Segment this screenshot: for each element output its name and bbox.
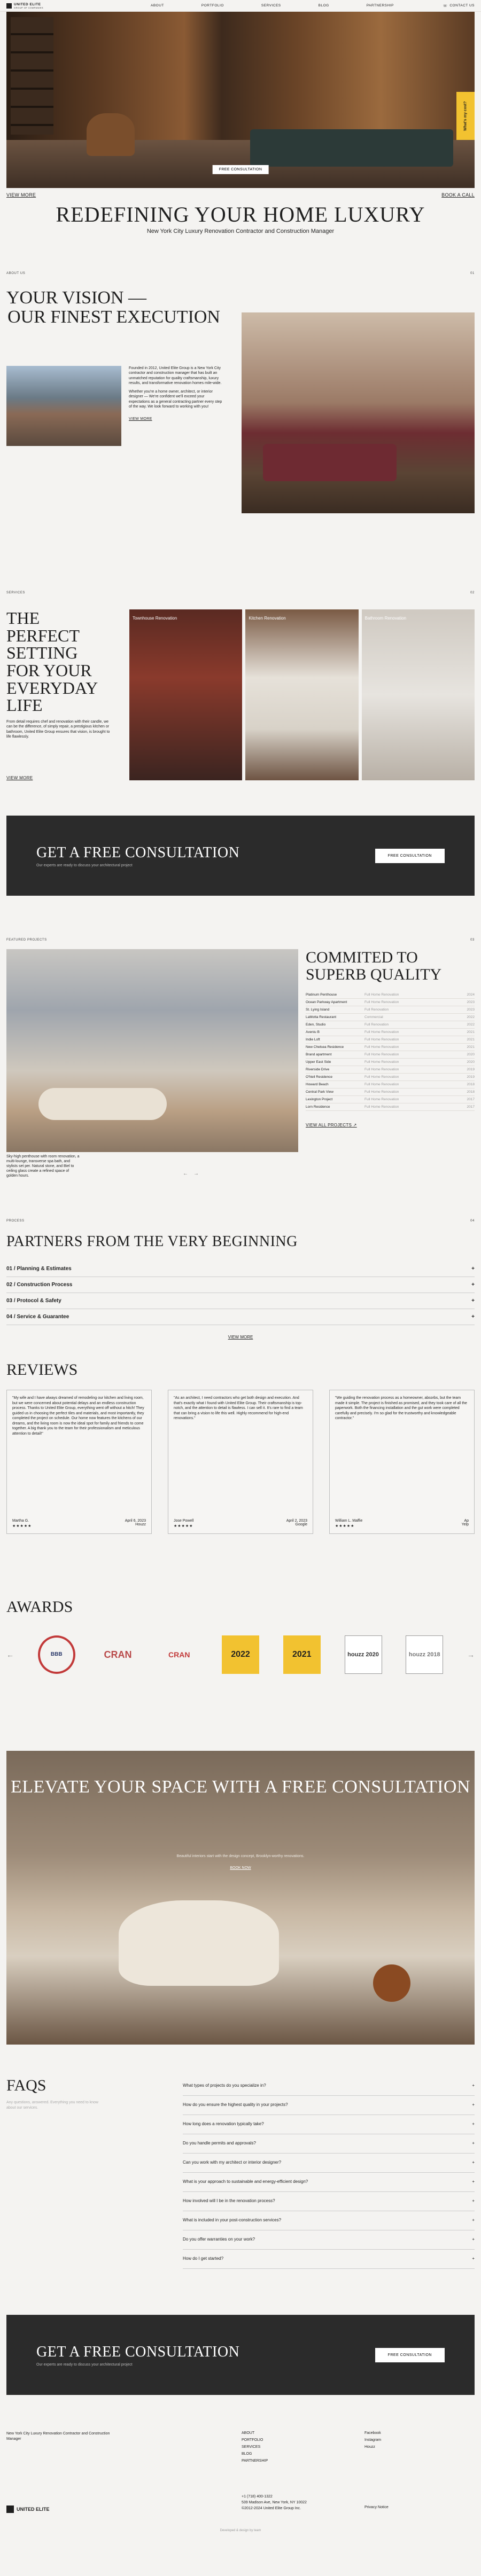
about-paragraph-2: Whether you're a home owner, architect, or interior designer — We're confident we'll exceed your expectations as a general contracting partner every step of the way. We look forward to working with you! <box>129 389 222 409</box>
award-bbb-badge: BBB <box>38 1635 75 1674</box>
review-text: "My wife and I have always dreamed of remodeling our kitchen and living room, but we were concerned about potential delays and an endless construction process. Thanks to United Elite Group, everything went off without a hitch! They guided us in choosing the perfect tiles and materials, and most importantly, they completed the project on schedule. Our home now features the kitchens of our dreams, and the living room is now the ideal spot for family and friends to come together. A big thank you to the team for their professionalism and meticulous attention to detail!" <box>12 1396 144 1436</box>
footer-link-portfolio[interactable]: PORTFOLIO <box>242 2438 263 2442</box>
plus-icon: + <box>472 2121 475 2127</box>
about-section-tag <box>0 272 481 275</box>
contact-label: CONTACT US <box>449 4 475 7</box>
project-name: Upper East Side <box>306 1060 331 1064</box>
elevate-vase <box>373 1964 410 2002</box>
service-card-kitchen[interactable] <box>245 609 358 780</box>
accordion-item[interactable] <box>6 1277 475 1293</box>
service-caption: Bathroom Renovation <box>364 616 407 621</box>
award-cran-badge: CRAN <box>168 1650 190 1659</box>
accordion-item[interactable] <box>6 1261 475 1277</box>
footer-link-houzz[interactable]: Houzz <box>364 2445 375 2449</box>
faq-subtitle: Any questions, answered. Everything you need to know about our services. <box>6 2101 98 2110</box>
project-row[interactable] <box>306 991 475 999</box>
services-text: From detail requires chef and renovation with their candle, we can be the difference, of simply repair, a prestigious kitchen or bathroom, United Elite Group ensures that vision, is brought to life flawlessly. <box>6 719 110 739</box>
faq-section <box>0 2077 481 2269</box>
project-type: Full Home Renovation <box>364 1053 399 1056</box>
project-row[interactable] <box>306 1044 475 1051</box>
review-text: "We guiding the renovation process as a homeowner, absorbs, but the team made it simple. The project is finished as promised, and they took care of all the paperwork. Both the financing installation and the gut work were completed carefully and precisely. I'm so glad for the trustworthy and knowledgeable contractor." <box>335 1396 467 1421</box>
project-name: Lorn Residence <box>306 1105 330 1109</box>
footer-address: 539 Madison Ave, New York, NY 10022 <box>242 2501 307 2505</box>
reviewer-name: Martha G. <box>12 1519 29 1523</box>
services-view-more-link[interactable]: VIEW MORE <box>6 776 33 780</box>
award-2022-badge: 2022 <box>222 1635 259 1674</box>
project-caption: Sky-high penthouse with room renovation, a multi-lounge, transverse spa bath, and stylists set per. Natural stone, and Biel to ceiling glass create a refined space of golden hours. <box>6 1155 80 1178</box>
hero-image <box>6 12 475 188</box>
project-row[interactable] <box>306 1051 475 1059</box>
faq-question: How long does a renovation typically take? <box>183 2121 264 2127</box>
review-source: Houzz <box>135 1523 146 1527</box>
project-name: LaMotta Restaurant <box>306 1015 337 1019</box>
review-date: Ap <box>464 1519 469 1523</box>
review-card <box>329 1390 475 1534</box>
consultation-banner-bottom <box>6 2315 475 2395</box>
project-row[interactable] <box>306 1014 475 1021</box>
view-all-projects-link[interactable]: VIEW ALL PROJECTS ↗ <box>306 1123 357 1128</box>
project-name: O'Neil Residence <box>306 1075 333 1079</box>
faq-question: What is included in your post-construction services? <box>183 2218 282 2223</box>
review-source: Google <box>295 1523 307 1527</box>
plus-icon: + <box>472 2237 475 2242</box>
phone-icon: ☏ <box>443 4 448 8</box>
cost-badge[interactable]: What's my cost? <box>456 92 475 140</box>
faq-item[interactable] <box>183 2192 475 2211</box>
vision-title-1: YOUR VISION — <box>6 288 146 308</box>
project-year: 2017 <box>467 1098 475 1101</box>
elevate-book-link[interactable]: BOOK NOW <box>230 1866 251 1870</box>
project-row[interactable] <box>306 1096 475 1103</box>
plus-icon: + <box>472 2141 475 2146</box>
project-name: Brand apartment <box>306 1053 332 1056</box>
project-type: Full Home Renovation <box>364 1038 399 1042</box>
projects-tag-label: FEATURED PROJECTS <box>6 938 47 942</box>
footer-phone[interactable]: +1 (718) 400-1322 <box>242 2495 273 2499</box>
project-row[interactable] <box>306 1074 475 1081</box>
project-type: Full Home Renovation <box>364 1090 399 1094</box>
project-year: 2022 <box>467 1015 475 1019</box>
project-type: Full Home Renovation <box>364 1105 399 1109</box>
awards-next-arrow-icon[interactable]: → <box>467 1650 475 1659</box>
reviewer-name: Jose Powell <box>174 1519 194 1523</box>
faq-title: FAQS <box>6 2077 46 2095</box>
rating-stars-icon: ★★★★★ <box>174 1524 193 1529</box>
brand-name: UNITED ELITE <box>14 2 41 6</box>
project-row[interactable] <box>306 1103 475 1111</box>
project-year: 2023 <box>467 1008 475 1012</box>
cta-consultation-button[interactable]: FREE CONSULTATION <box>375 2348 445 2362</box>
book-call-link[interactable]: BOOK A CALL <box>441 192 475 198</box>
service-caption: Townhouse Renovation <box>133 616 177 621</box>
services-tag-label: SERVICES <box>6 591 26 594</box>
review-source: Yelp <box>461 1523 469 1527</box>
awards-prev-arrow-icon[interactable]: ← <box>6 1650 14 1659</box>
project-year: 2020 <box>467 1053 475 1056</box>
accordion-label: 04 / Service & Guarantee <box>6 1314 69 1320</box>
project-name: Ocean Parkway Apartment <box>306 1000 347 1004</box>
project-year: 2018 <box>467 1090 475 1094</box>
elevate-banner <box>6 1751 475 2045</box>
award-houzz-2018-badge: houzz 2018 <box>406 1635 443 1674</box>
nav-link-blog[interactable]: BLOG <box>318 4 329 7</box>
faq-item[interactable] <box>183 2134 475 2154</box>
elevate-chair <box>119 1900 279 1986</box>
footer-links <box>242 2431 364 2463</box>
project-type: Full Home Renovation <box>364 1060 399 1064</box>
projects-tag-num: 03 <box>470 938 475 942</box>
service-card-townhouse[interactable] <box>129 609 242 780</box>
footer-link-partnership[interactable]: PARTNERSHIP <box>242 2459 268 2463</box>
project-row[interactable] <box>306 1029 475 1036</box>
faq-question: What is your approach to sustainable and energy-efficient design? <box>183 2179 308 2184</box>
project-name: Central Park View <box>306 1090 333 1094</box>
vision-title-2: OUR FINEST EXECUTION <box>7 307 220 327</box>
nav-link-services[interactable]: SERVICES <box>261 4 281 7</box>
faq-question: What types of projects do you specialize in? <box>183 2083 266 2088</box>
review-text: "As an architect, I need contractors who get both design and execution. And that's exactly what I found with United Elite Group. Their craftsmanship is top-notch, and the attention to detail is flawless. I can sell it. It's rare to find a team that can bring a vision to life this well. Highly recommend for high-end renovations." <box>174 1396 303 1421</box>
footer-link-facebook[interactable]: Facebook <box>364 2431 381 2436</box>
hero-chair <box>87 113 135 156</box>
project-year: 2024 <box>467 993 475 997</box>
featured-project-image[interactable] <box>6 949 298 1152</box>
project-type: Full Home Renovation <box>364 1000 399 1004</box>
logo-mark-icon <box>6 2505 14 2513</box>
faq-item[interactable] <box>183 2250 475 2269</box>
award-houzz-2020-badge: houzz 2020 <box>345 1635 382 1674</box>
faq-question: Do you handle permits and approvals? <box>183 2141 256 2146</box>
footer <box>0 2431 481 2463</box>
faq-item[interactable] <box>183 2211 475 2230</box>
nav-link-partnership[interactable]: PARTNERSHIP <box>366 4 394 7</box>
nav-link-portfolio[interactable]: PORTFOLIO <box>201 4 224 7</box>
contact-us-link[interactable] <box>443 4 475 8</box>
project-name: Platinum Penthouse <box>306 993 337 997</box>
reviews-list <box>0 1390 481 1534</box>
footer-brand: UNITED ELITE <box>17 2507 50 2512</box>
project-type: Full Home Renovation <box>364 1045 399 1049</box>
reviewer-name: William L. Maffie <box>335 1519 363 1523</box>
project-type: Full Renovation <box>364 1023 389 1027</box>
project-row[interactable] <box>306 999 475 1006</box>
project-type: Full Home Renovation <box>364 1075 399 1079</box>
consultation-banner <box>6 816 475 896</box>
project-type: Full Home Renovation <box>364 993 399 997</box>
awards-title: AWARDS <box>6 1598 73 1616</box>
project-name: Indie Loft <box>306 1038 320 1042</box>
about-tag-label: ABOUT US <box>6 272 26 275</box>
award-2021-badge: 2021 <box>283 1635 321 1674</box>
project-year: 2023 <box>467 1000 475 1004</box>
faq-item[interactable] <box>183 2115 475 2134</box>
process-tag-label: PROCESS <box>6 1219 25 1223</box>
top-nav <box>0 0 481 12</box>
nav-links <box>151 4 443 7</box>
accordion-item[interactable] <box>6 1309 475 1325</box>
faq-item[interactable] <box>183 2230 475 2250</box>
elevate-title: ELEVATE YOUR SPACE WITH A FREE CONSULTATION <box>10 1777 471 1797</box>
accordion-label: 01 / Planning & Estimates <box>6 1266 72 1272</box>
footer-social <box>364 2431 475 2463</box>
about-view-more-link[interactable]: VIEW MORE <box>129 417 152 421</box>
project-type: Full Home Renovation <box>364 1030 399 1034</box>
services-tag-num: 02 <box>470 591 475 594</box>
project-row[interactable] <box>306 1021 475 1029</box>
project-row[interactable] <box>306 1036 475 1044</box>
elevate-subtitle: Beautiful interiors start with the design concept, Brooklyn-worthy renovations. <box>176 1854 305 1859</box>
rating-stars-icon: ★★★★★ <box>12 1524 32 1529</box>
plus-icon: + <box>472 2256 475 2261</box>
hero-sofa <box>250 129 453 167</box>
project-name: Howard Beach <box>306 1083 329 1086</box>
project-year: 2019 <box>467 1075 475 1079</box>
project-row[interactable] <box>306 1081 475 1089</box>
rating-stars-icon: ★★★★★ <box>335 1524 355 1529</box>
faq-item[interactable] <box>183 2096 475 2115</box>
project-year: 2021 <box>467 1038 475 1042</box>
about-section <box>0 283 481 513</box>
plus-icon: + <box>472 2179 475 2184</box>
review-card <box>6 1390 152 1534</box>
project-name: Aveniu B <box>306 1030 320 1034</box>
brand-sub: GROUP OF COMPANIES <box>14 6 44 9</box>
award-cran-badge: CRAN <box>104 1649 132 1661</box>
service-card-bathroom[interactable] <box>362 609 475 780</box>
logo-mark-icon <box>6 3 12 9</box>
brand-logo[interactable] <box>6 3 151 9</box>
project-type: Commercial <box>364 1015 383 1019</box>
hero-consultation-button[interactable]: FREE CONSULTATION <box>213 165 269 174</box>
faq-list <box>183 2077 475 2269</box>
project-year: 2017 <box>467 1105 475 1109</box>
footer-link-instagram[interactable]: Instagram <box>364 2438 382 2442</box>
review-date: April 6, 2023 <box>125 1519 146 1523</box>
faq-question: Do you offer warranties on your work? <box>183 2237 255 2242</box>
next-arrow-icon[interactable]: → <box>193 1171 199 1177</box>
faq-question: How involved will I be in the renovation process? <box>183 2198 275 2204</box>
about-paragraph-1: Founded in 2012, United Elite Group is a New York City contractor and construction manager that has built an unmatched reputation for quality craftsmanship, luxury results, and transformative renovation homes mile-wide. <box>129 366 222 386</box>
project-row[interactable] <box>306 1089 475 1096</box>
credits: Developed & design by team <box>220 2529 261 2533</box>
project-type: Full Home Renovation <box>364 1098 399 1101</box>
project-name: New Chelsea Residence <box>306 1045 344 1049</box>
faq-question: How do I get started? <box>183 2256 224 2261</box>
project-name: Eden, Studio <box>306 1023 326 1027</box>
project-year: 2021 <box>467 1045 475 1049</box>
about-tag-num: 01 <box>470 272 475 275</box>
projects-section-tag <box>0 938 481 942</box>
project-type: Full Home Renovation <box>364 1068 399 1071</box>
privacy-link[interactable]: Privacy Notice <box>364 2505 389 2510</box>
faq-item[interactable] <box>183 2154 475 2173</box>
services-section-tag <box>0 591 481 594</box>
living-room-sofa <box>263 444 397 481</box>
projects-title: COMMITED TO SUPERB QUALITY <box>306 949 442 983</box>
faq-question: How do you ensure the highest quality in your projects? <box>183 2102 288 2108</box>
featured-project-sofa <box>38 1088 167 1120</box>
project-name: St. Lying Island <box>306 1008 330 1012</box>
projects-section <box>0 949 481 1177</box>
project-row[interactable] <box>306 1066 475 1074</box>
plus-icon: + <box>471 1266 475 1272</box>
living-room-image <box>242 312 475 513</box>
nav-link-about[interactable]: ABOUT <box>151 4 164 7</box>
footer-tagline: New York City Luxury Renovation Contractor and Construction Manager <box>6 2432 110 2441</box>
review-date: April 2, 2023 <box>286 1519 307 1523</box>
footer-link-blog[interactable]: BLOG <box>242 2452 252 2456</box>
accordion-label: 03 / Protocol & Safety <box>6 1298 61 1304</box>
faq-item[interactable] <box>183 2173 475 2192</box>
process-title: PARTNERS FROM THE VERY BEGINNING <box>6 1233 298 1250</box>
project-name: Lexington Project <box>306 1098 333 1101</box>
cta-subtitle: Our experts are ready to discuss your architectural project <box>36 2362 133 2367</box>
service-caption: Kitchen Renovation <box>249 616 286 621</box>
footer-link-services[interactable]: SERVICES <box>242 2445 261 2449</box>
plus-icon: + <box>471 1282 475 1288</box>
process-section-tag <box>0 1219 481 1223</box>
plus-icon: + <box>472 2160 475 2165</box>
footer-link-about[interactable]: ABOUT <box>242 2431 255 2436</box>
faq-question: Can you work with my architect or interior designer? <box>183 2160 282 2165</box>
cta-title: GET A FREE CONSULTATION <box>36 844 240 861</box>
projects-table <box>306 991 475 1111</box>
review-card <box>168 1390 313 1534</box>
project-year: 2020 <box>467 1060 475 1064</box>
footer-logo[interactable] <box>6 2505 242 2513</box>
project-year: 2018 <box>467 1083 475 1086</box>
hero-bookshelf <box>11 17 53 135</box>
footer-copyright: ©2012-2024 United Elite Group Inc. <box>242 2507 301 2511</box>
prev-arrow-icon[interactable]: ← <box>183 1171 188 1177</box>
faq-item[interactable] <box>183 2077 475 2096</box>
plus-icon: + <box>472 2218 475 2223</box>
project-row[interactable] <box>306 1006 475 1014</box>
cta-title: GET A FREE CONSULTATION <box>36 2343 240 2360</box>
project-year: 2019 <box>467 1068 475 1071</box>
process-accordion <box>6 1261 475 1325</box>
project-row[interactable] <box>306 1059 475 1066</box>
plus-icon: + <box>471 1314 475 1320</box>
reviews-title: REVIEWS <box>6 1361 78 1379</box>
building-image <box>6 366 121 446</box>
project-name: Riverside Drive <box>306 1068 330 1071</box>
services-section <box>0 609 481 780</box>
cta-subtitle: Our experts are ready to discuss your architectural project <box>36 863 133 867</box>
footer-bottom <box>0 2495 481 2513</box>
project-year: 2022 <box>467 1023 475 1027</box>
project-year: 2021 <box>467 1030 475 1034</box>
services-title: THE PERFECT SETTING FOR YOUR EVERYDAY LIFE <box>6 608 98 715</box>
plus-icon: + <box>472 2083 475 2088</box>
accordion-label: 02 / Construction Process <box>6 1282 73 1288</box>
awards-carousel <box>0 1635 481 1674</box>
hero-title: REDEFINING YOUR HOME LUXURY <box>56 202 425 226</box>
plus-icon: + <box>472 2198 475 2204</box>
process-tag-num: 04 <box>470 1219 475 1223</box>
accordion-item[interactable] <box>6 1293 475 1309</box>
project-type: Full Renovation <box>364 1008 389 1012</box>
cta-consultation-button[interactable]: FREE CONSULTATION <box>375 849 445 863</box>
process-view-more-link[interactable]: VIEW MORE <box>228 1335 253 1340</box>
plus-icon: + <box>472 2102 475 2108</box>
hero-subtitle: New York City Luxury Renovation Contractor and Construction Manager <box>146 228 335 234</box>
plus-icon: + <box>471 1298 475 1304</box>
hero-view-more-link[interactable]: VIEW MORE <box>6 192 36 198</box>
project-type: Full Home Renovation <box>364 1083 399 1086</box>
